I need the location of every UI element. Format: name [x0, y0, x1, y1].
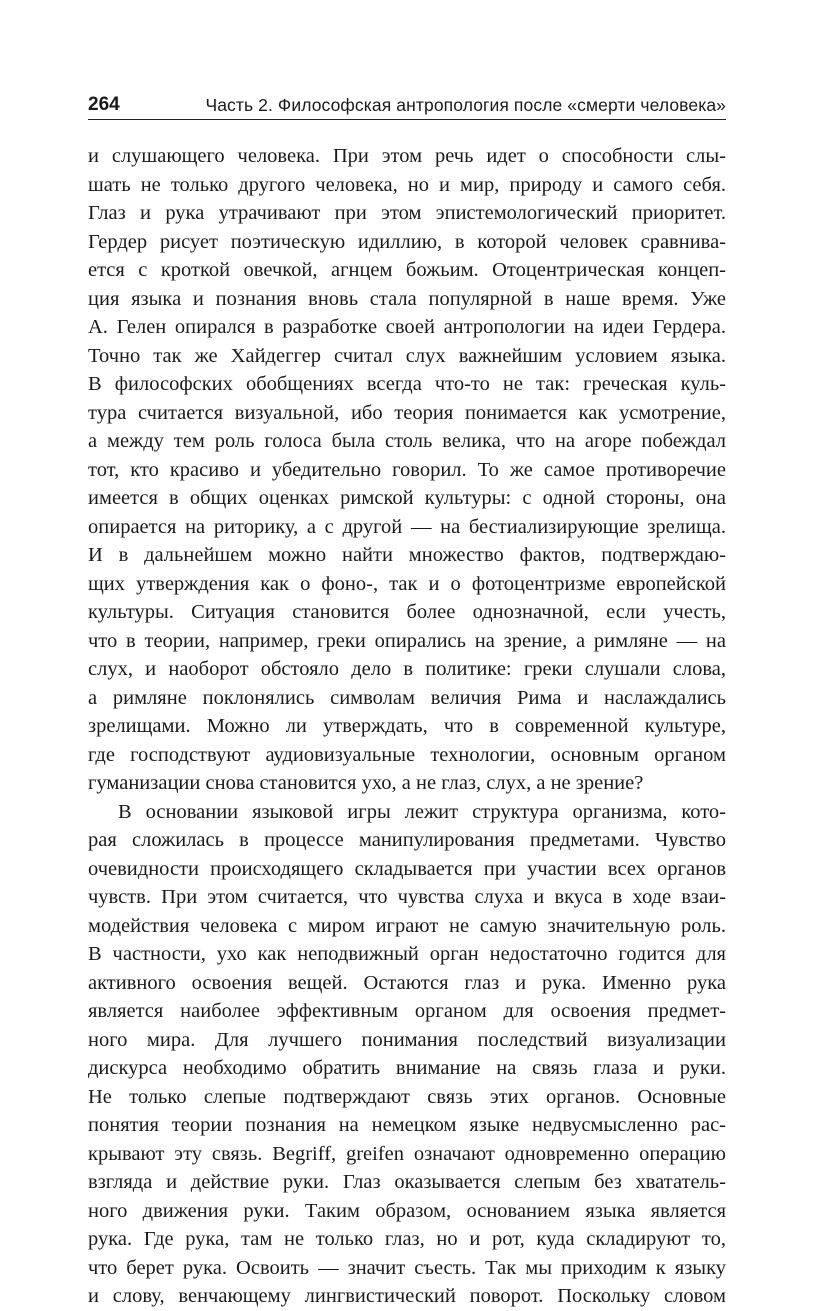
text-line: щих утверждения как о фоно-, так и о фотоцентризме европейской: [88, 572, 726, 595]
page-number: 264: [88, 94, 120, 115]
text-line: и слову, венчающему лингвистический поворот. Поскольку словом: [88, 1285, 726, 1307]
text-line: активного освоения вещей. Остаются глаз и рука. Именно рука: [88, 971, 726, 994]
running-title: Часть 2. Философская антропология после «смерти человека»: [205, 95, 726, 115]
text-line: очевидности происходящего складывается при участии всех органов: [88, 857, 726, 880]
text-line: крывают эту связь. Begriff, greifen означают одновременно операцию: [88, 1142, 726, 1165]
text-line: дискурса необходимо обратить внимание на связь глаза и руки.: [88, 1057, 726, 1079]
text-line: Не только слепые подтверждают связь этих органов. Основные: [88, 1085, 726, 1108]
text-line: рука. Где рука, там не только глаз, но и рот, куда складируют то,: [88, 1228, 726, 1250]
text-line: ется с кроткой овечкой, агнцем божьим. Отоцентрическая концеп-: [88, 259, 726, 281]
text-line: где господствуют аудиовизуальные технологии, основным органом: [88, 743, 726, 766]
text-line: что берет рука. Освоить — значит съесть. Так мы приходим к языку: [88, 1256, 726, 1279]
text-line: а между тем роль голоса была столь велика, что на агоре побеждал: [88, 430, 726, 452]
text-line: и слушающего человека. При этом речь идет о способности слы-: [88, 145, 726, 167]
text-line: шать не только другого человека, но и мир, природу и самого себя.: [88, 173, 726, 196]
text-line: И в дальнейшем можно найти множество фактов, подтверждаю-: [88, 544, 726, 566]
text-line: понятия теории познания на немецком языке недвусмысленно рас-: [88, 1114, 726, 1136]
text-line: модействия человека с миром играют не самую значительную роль.: [88, 914, 726, 937]
text-line: взгляда и действие руки. Глаз оказывается слепым без хвататель-: [88, 1171, 726, 1193]
text-line: В основании языковой игры лежит структура организма, кото-: [118, 800, 726, 823]
text-line: Точно так же Хайдеггер считал слух важнейшим условием языка.: [88, 344, 726, 367]
text-line: культуры. Ситуация становится более однозначной, если учесть,: [88, 601, 726, 623]
text-line: опирается на риторику, а с другой — на бестиализирующие зрелища.: [88, 515, 726, 538]
text-line: гуманизации снова становится ухо, а не глаз, слух, а не зрение?: [88, 772, 644, 794]
text-line: зрелищами. Можно ли утверждать, что в современной культуре,: [88, 715, 726, 737]
text-line: Глаз и рука утрачивают при этом эпистемологический приоритет.: [88, 202, 726, 224]
text-line: тура считается визуальной, ибо теория понимается как усмотрение,: [88, 401, 726, 424]
running-head: [88, 86, 726, 120]
body-text: [88, 142, 726, 1311]
text-line: рая сложилась в процессе манипулирования предметами. Чувство: [88, 829, 726, 851]
text-line: а римляне поклонялись символам величия Рима и наслаждались: [88, 686, 726, 709]
text-line: Гердер рисует поэтическую идиллию, в которой человек сравнива-: [88, 230, 726, 253]
text-line: является наиболее эффективным органом для освоения предмет-: [88, 1000, 726, 1022]
text-line: имеется в общих оценках римской культуры: с одной стороны, она: [88, 487, 726, 509]
text-line: слух, и наоборот обстояло дело в политике: греки слушали слова,: [88, 658, 726, 680]
text-line: тот, кто красиво и убедительно говорил. То же самое противоречие: [88, 458, 726, 481]
text-line: ция языка и познания вновь стала популярной в наше время. Уже: [88, 287, 726, 310]
text-line: В частности, ухо как неподвижный орган недостаточно годится для: [88, 943, 726, 965]
text-line: чувств. При этом считается, что чувства слуха и вкуса в ходе взаи-: [88, 886, 726, 908]
text-line: что в теории, например, греки опирались на зрение, а римляне — на: [88, 629, 726, 652]
text-line: ного мира. Для лучшего понимания последствий визуализации: [88, 1028, 726, 1051]
text-line: В философских обобщениях всегда что-то не так: греческая куль-: [88, 373, 726, 395]
text-line: А. Гелен опирался в разработке своей антропологии на идеи Гердера.: [88, 316, 726, 338]
text-line: ного движения руки. Таким образом, основанием языка является: [88, 1199, 726, 1222]
